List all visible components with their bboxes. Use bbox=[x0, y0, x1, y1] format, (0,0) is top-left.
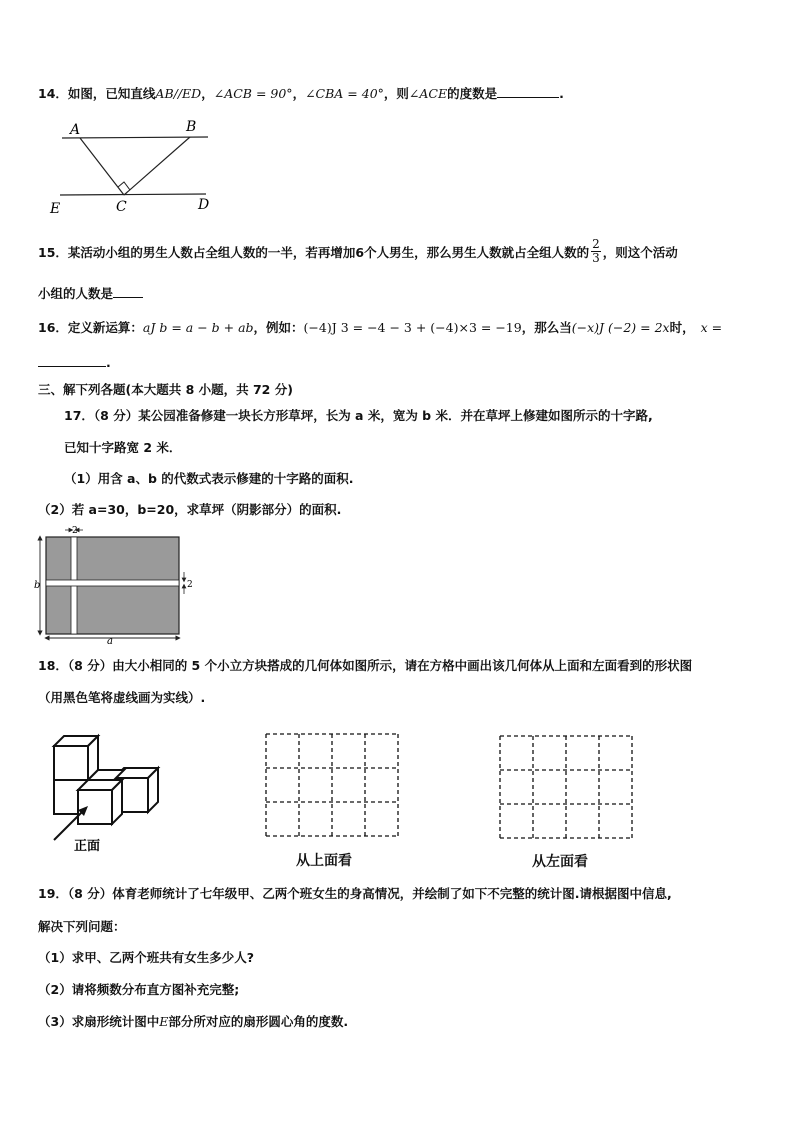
q18-left-view-grid bbox=[498, 734, 638, 842]
label-point-a: A bbox=[70, 122, 81, 138]
line-ab bbox=[62, 137, 208, 138]
q14-expr-a: AB//ED bbox=[155, 86, 202, 101]
q15-frac-num: 2 bbox=[592, 237, 600, 251]
q19-line1: 19．（8 分）体育老师统计了七年级甲、乙两个班女生的身高情况，并绘制了如下不完整的统计图.请根据图中信息, bbox=[38, 886, 672, 901]
q19-part1: （1）求甲、乙两个班共有女生多少人? bbox=[38, 950, 254, 965]
horizontal-road bbox=[46, 580, 179, 586]
q14-expr-d: ∠ACE bbox=[408, 86, 448, 101]
q15-answer-blank bbox=[113, 285, 143, 298]
top-view-label: 从上面看 bbox=[296, 853, 352, 869]
segment-ac bbox=[80, 138, 124, 195]
label-top-width: 2 bbox=[72, 526, 78, 536]
label-point-d: D bbox=[198, 197, 210, 213]
q14-answer-blank bbox=[497, 85, 559, 98]
front-cube-front-face bbox=[78, 790, 112, 824]
q14-figure bbox=[40, 115, 230, 220]
q15-line2-text: 小组的人数是 bbox=[38, 286, 114, 301]
q16-op-def: aJ b = a − b + ab bbox=[142, 320, 254, 335]
q14-end: . bbox=[559, 86, 564, 101]
q14-sep2: ， bbox=[292, 86, 306, 101]
q15-line2 bbox=[38, 284, 143, 302]
segment-bc bbox=[124, 137, 190, 195]
q18-line2: （用黑色笔将虚线画为实线）. bbox=[38, 690, 206, 705]
q16-text-d: 时， bbox=[669, 320, 695, 335]
section-heading: 三、解下列各题(本大题共 8 小题，共 72 分) bbox=[38, 382, 293, 397]
road-intersection bbox=[72, 581, 77, 586]
q15-number: 15． bbox=[38, 244, 68, 260]
label-b: b bbox=[34, 580, 41, 591]
q16-text-b: ，例如： bbox=[253, 320, 304, 335]
q19-part3 bbox=[38, 1012, 348, 1030]
q18-line1: 18．（8 分）由大小相同的 5 个小立方块搭成的几何体如图所示，请在方格中画出该几何体从上面和左面看到的形状图 bbox=[38, 658, 693, 673]
q18-top-view-grid bbox=[264, 732, 404, 840]
q18-solid-figure bbox=[48, 730, 178, 856]
q14-text-b: ，则 bbox=[383, 86, 409, 101]
q14-expr-b: ∠ACB = 90° bbox=[213, 86, 293, 101]
q16-line1 bbox=[38, 318, 722, 336]
q16-line2 bbox=[38, 354, 111, 370]
q14-text-a: 如图，已知直线 bbox=[67, 86, 156, 101]
label-point-c: C bbox=[116, 199, 127, 215]
q17-part1: （1）用含 a、b 的代数式表示修建的十字路的面积. bbox=[64, 471, 354, 486]
q19-part3-a: （3）求扇形统计图中 bbox=[38, 1014, 160, 1029]
q17-line2: 已知十字路宽 2 米． bbox=[64, 440, 182, 455]
q16-text-a: 定义新运算： bbox=[67, 320, 143, 335]
label-right-width: 2 bbox=[187, 580, 193, 590]
label-a: a bbox=[107, 636, 113, 646]
q15-line1 bbox=[38, 238, 678, 265]
q14-number: 14． bbox=[38, 86, 68, 101]
q16-var: x = bbox=[700, 320, 723, 335]
q14-expr-c: ∠CBA = 40° bbox=[305, 86, 384, 101]
q15-frac-den: 3 bbox=[592, 251, 600, 265]
q15-text-b: ，则这个活动 bbox=[602, 244, 678, 260]
q16-answer-blank bbox=[38, 354, 106, 367]
q17-part2: （2）若 a=30，b=20，求草坪（阴影部分）的面积. bbox=[38, 502, 342, 517]
top-cube-front-face bbox=[54, 746, 88, 780]
q16-example: (−4)J 3 = −4 − 3 + (−4)×3 = −19 bbox=[303, 320, 522, 335]
q16-text-c: ，那么当 bbox=[521, 320, 572, 335]
q14-sep1: ， bbox=[201, 86, 214, 101]
q16-end: . bbox=[106, 355, 111, 370]
left-view-label: 从左面看 bbox=[532, 854, 588, 870]
q19-part3-b: 部分所对应的扇形圆心角的度数. bbox=[168, 1014, 349, 1029]
q14-line bbox=[38, 84, 564, 102]
front-label: 正面 bbox=[74, 839, 101, 854]
q19-line2: 解决下列问题： bbox=[38, 919, 126, 934]
q19-part2: （2）请将频数分布直方图补充完整; bbox=[38, 982, 240, 997]
q14-text-c: 的度数是 bbox=[447, 86, 498, 101]
label-point-b: B bbox=[186, 119, 197, 135]
q16-number: 16． bbox=[38, 320, 68, 335]
q16-condition: (−x)J (−2) = 2x bbox=[571, 320, 670, 335]
label-point-e: E bbox=[50, 201, 61, 217]
q15-fraction bbox=[591, 238, 601, 265]
q15-text-a: 某活动小组的男生人数占全组人数的一半，若再增加6个人男生，那么男生人数就占全组人数的 bbox=[67, 244, 590, 260]
q17-line1: 17．（8 分）某公园准备修建一块长方形草坪，长为 a 米，宽为 b 米．并在草坪上修建如图所示的十字路, bbox=[64, 408, 653, 423]
q19-part3-var: E bbox=[159, 1014, 169, 1029]
q17-figure bbox=[34, 524, 194, 646]
line-ed bbox=[60, 194, 206, 195]
